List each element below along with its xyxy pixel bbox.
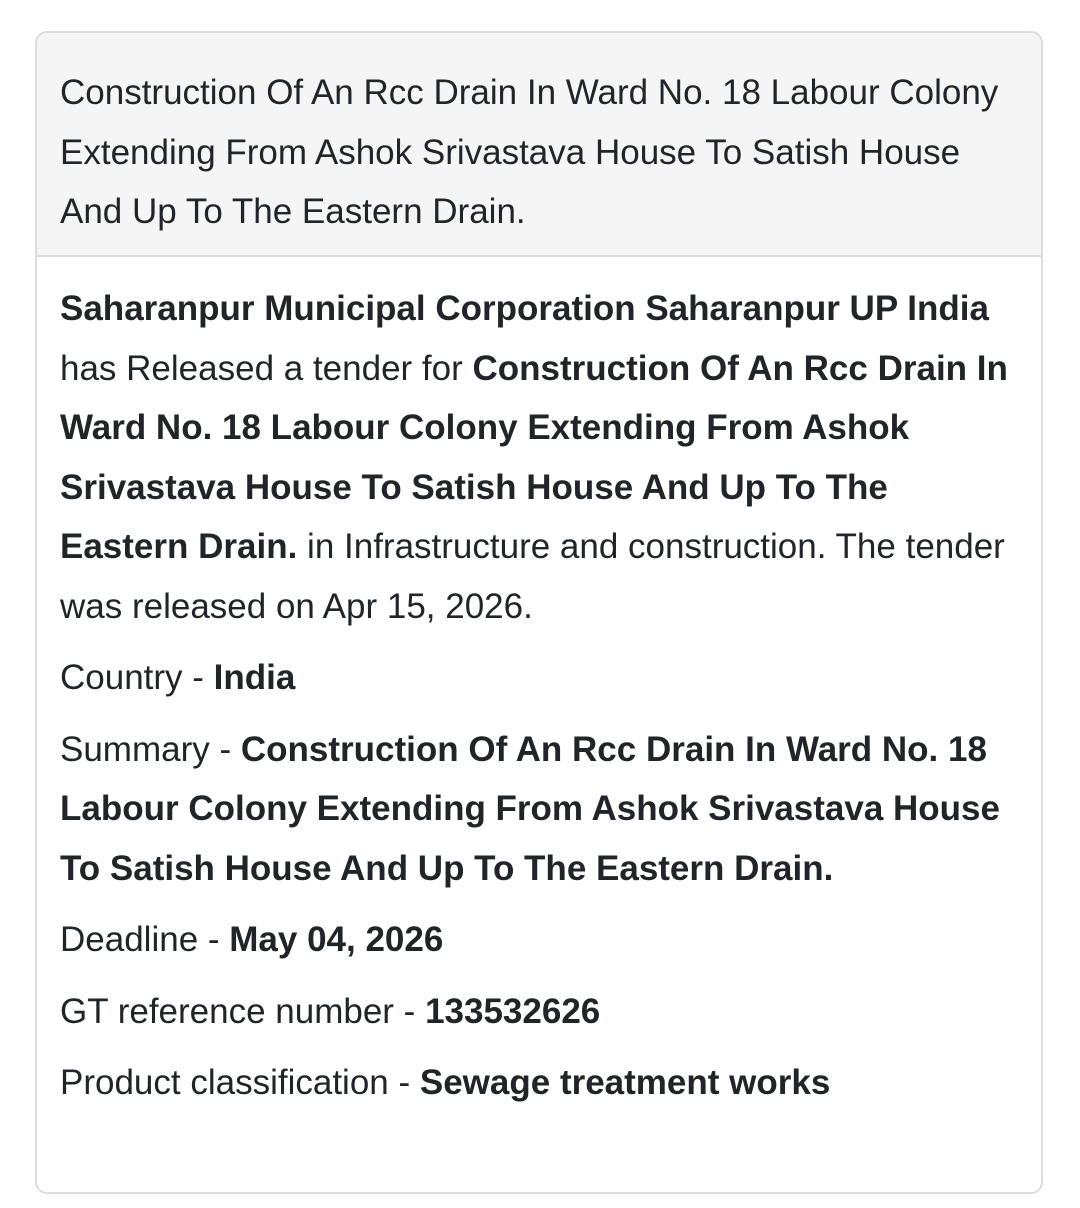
field-deadline bbox=[60, 910, 1017, 970]
tender-body bbox=[37, 257, 1041, 1113]
field-country bbox=[60, 648, 1017, 708]
field-label: Product classification - bbox=[60, 1063, 420, 1102]
field-label: Summary - bbox=[60, 729, 241, 769]
desc-tail: in Infrastructure and construction. The tender was released on Apr 15, 2026. bbox=[60, 527, 1005, 626]
tender-title: Construction Of An Rcc Drain In Ward No. 18 Labour Colony Extending From Ashok Srivastava House To Satish House And Up To The Eastern Drain. bbox=[37, 33, 1041, 257]
desc-text: has Released a tender for bbox=[60, 348, 473, 388]
field-value: India bbox=[213, 658, 296, 697]
field-value: 133532626 bbox=[425, 991, 601, 1031]
field-label: GT reference number - bbox=[60, 991, 426, 1031]
field-reference bbox=[60, 982, 1017, 1042]
field-summary bbox=[60, 720, 1017, 899]
tender-description bbox=[60, 279, 1017, 636]
tender-card bbox=[35, 31, 1043, 1194]
organization: Saharanpur Municipal Corporation Saharanpur UP India bbox=[60, 289, 989, 328]
field-classification bbox=[60, 1053, 1017, 1113]
field-value: Sewage treatment works bbox=[419, 1063, 831, 1102]
field-label: Country - bbox=[60, 658, 214, 697]
field-value: May 04, 2026 bbox=[229, 920, 444, 959]
subject: Construction Of An Rcc Drain In Ward No. 18 Labour Colony Extending From Ashok Srivastava House To Satish House And Up To The Eastern Drain. bbox=[60, 348, 1008, 566]
field-label: Deadline - bbox=[60, 920, 230, 959]
field-value: Construction Of An Rcc Drain In Ward No. 18 Labour Colony Extending From Ashok Srivastava House To Satish House And Up To The Eastern Drain. bbox=[60, 729, 1000, 888]
